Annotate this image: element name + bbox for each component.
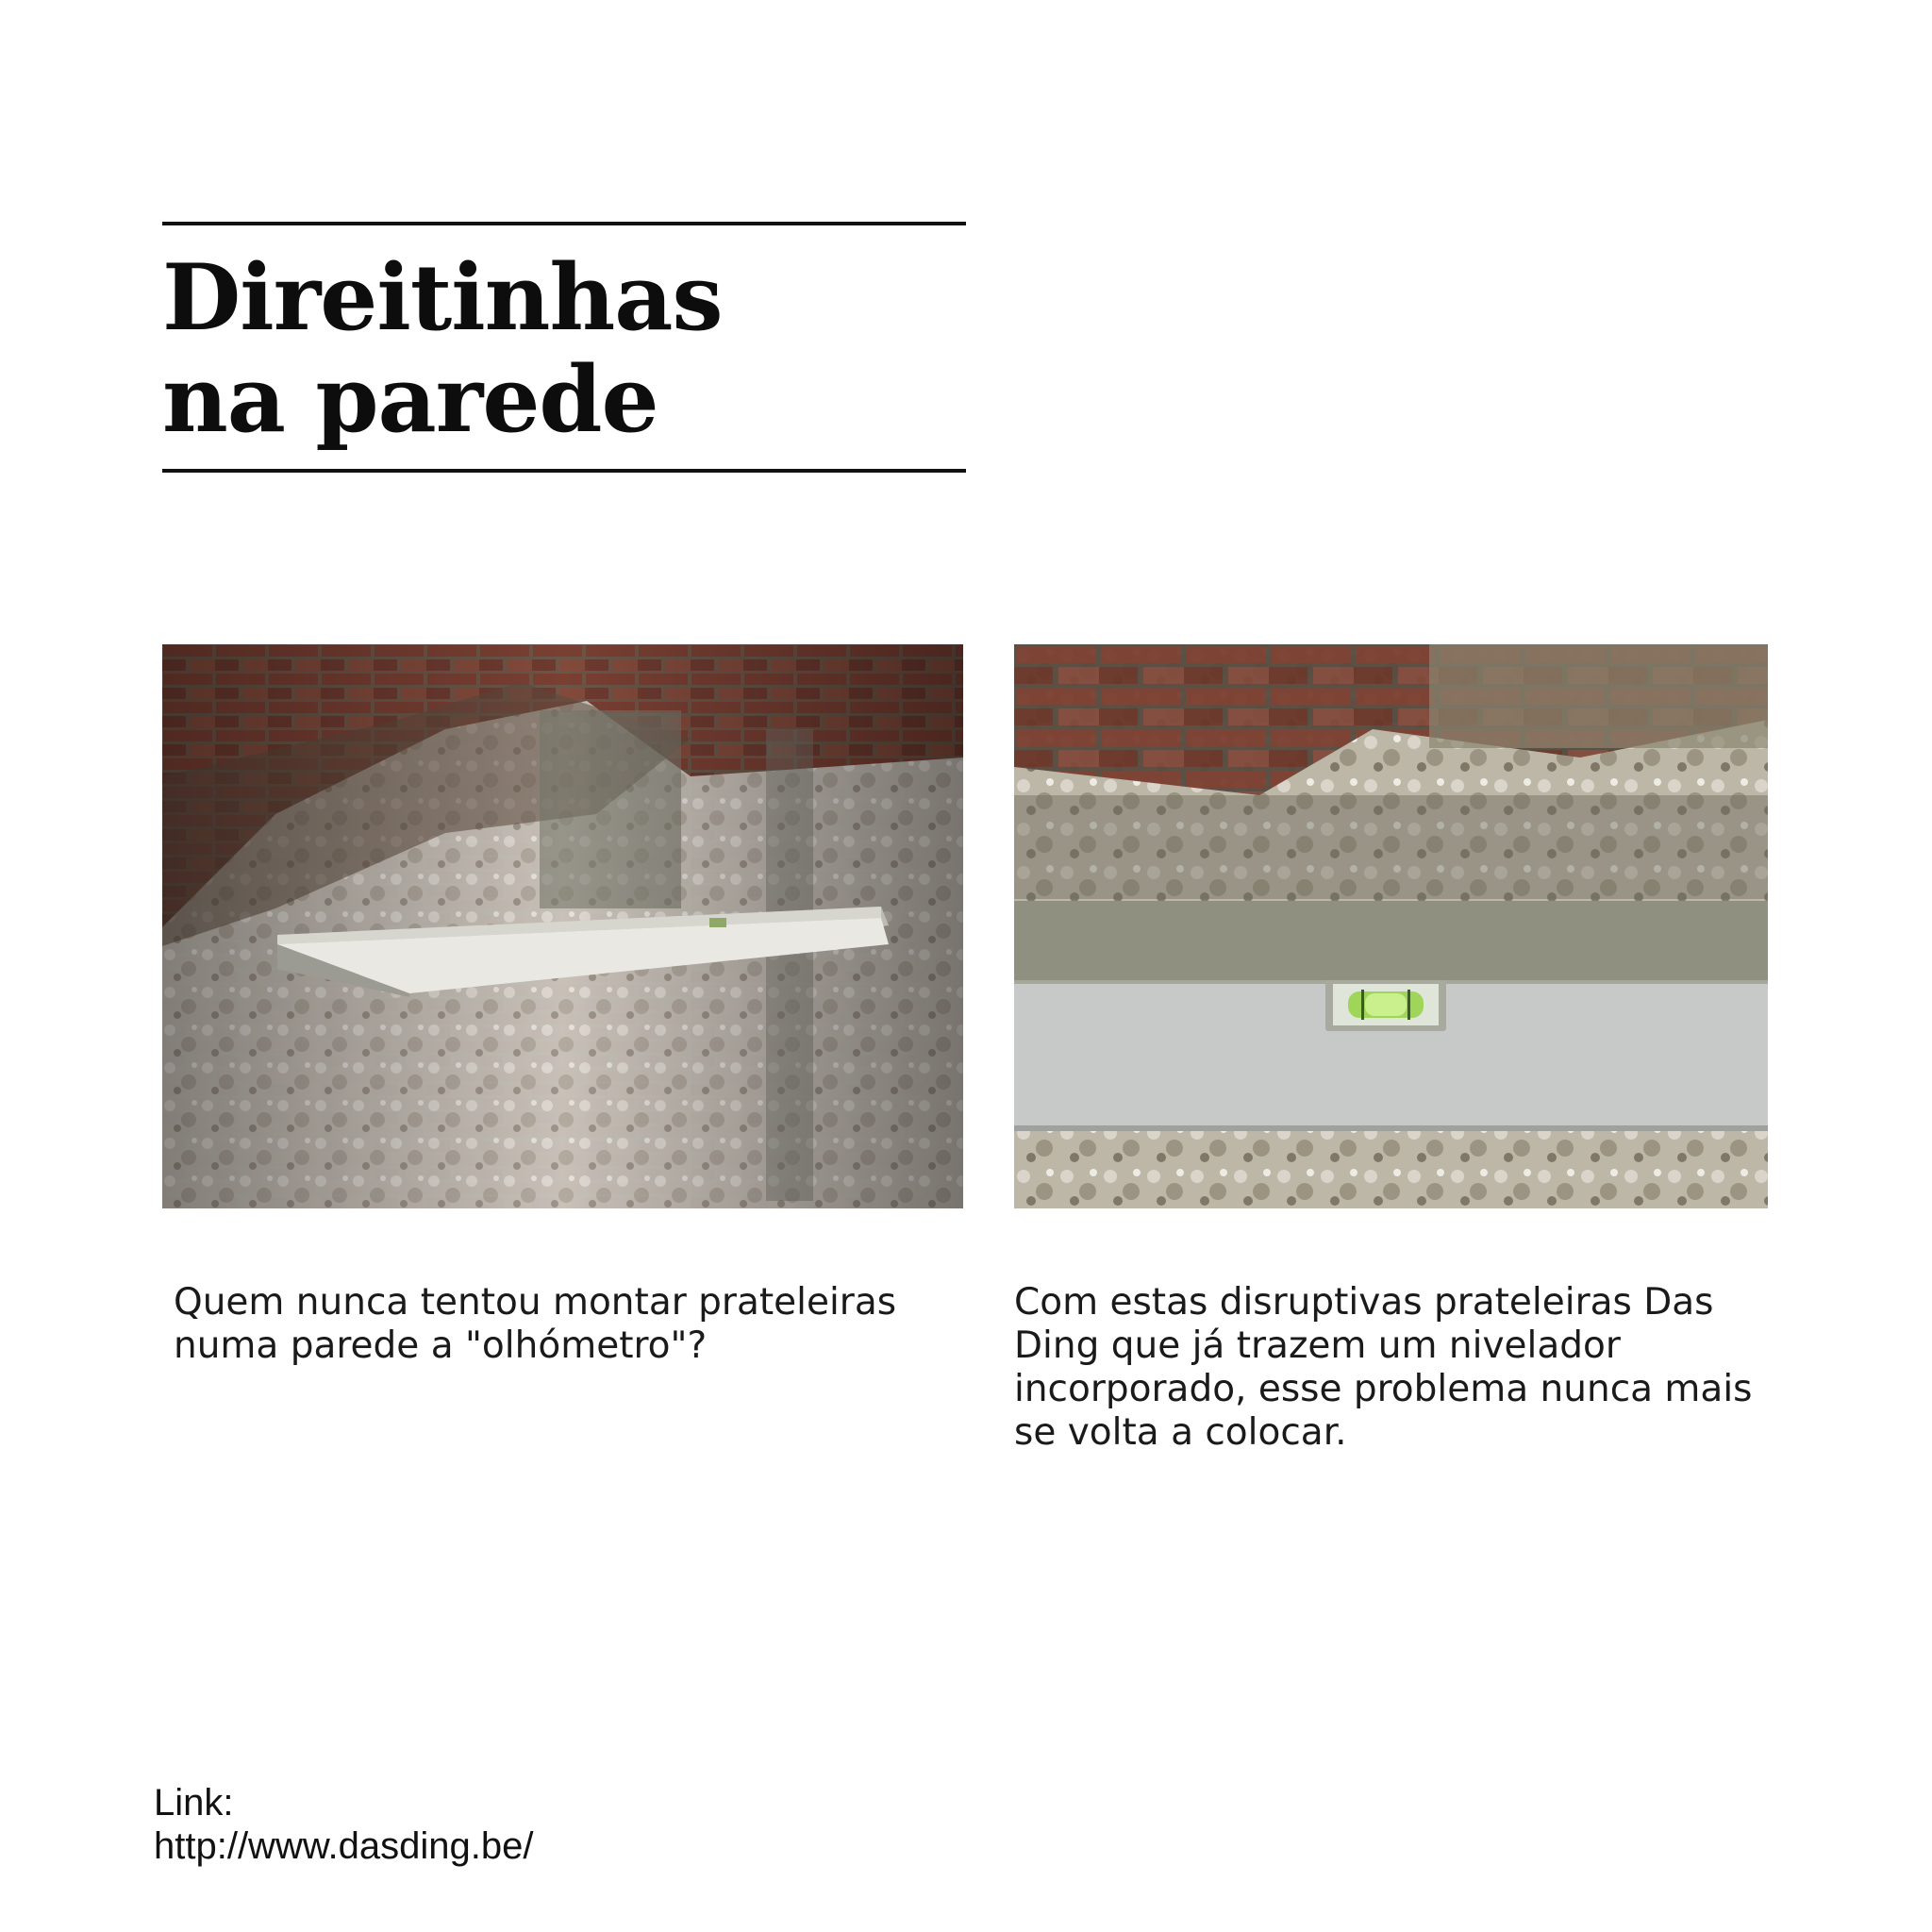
caption-left [174, 1281, 966, 1368]
link-label: Link: [154, 1782, 234, 1824]
caption-left-line-1: Quem nunca tentou montar prateleiras [174, 1281, 897, 1324]
photo-shelf-with-built-in-level [1014, 644, 1768, 1208]
top-rule [162, 222, 966, 225]
caption-right-line-1: Com estas disruptivas prateleiras Das [1014, 1281, 1714, 1324]
title-line-2: na parede [162, 346, 658, 453]
link-url[interactable]: http://www.dasding.be/ [154, 1825, 534, 1867]
title-line-1: Direitinhas [162, 244, 723, 351]
caption-left-line-2: numa parede a "olhómetro"? [174, 1324, 708, 1367]
link-block [154, 1781, 533, 1868]
caption-right-line-3: incorporado, esse problema nunca mais [1014, 1368, 1753, 1410]
page-title [162, 244, 955, 453]
caption-right-line-4: se volta a colocar. [1014, 1411, 1347, 1454]
caption-right-line-2: Ding que já trazem um nivelador [1014, 1324, 1621, 1367]
caption-right [1014, 1281, 1807, 1455]
bottom-rule [162, 469, 966, 473]
photo-shelf-on-brick-wall [162, 644, 963, 1208]
